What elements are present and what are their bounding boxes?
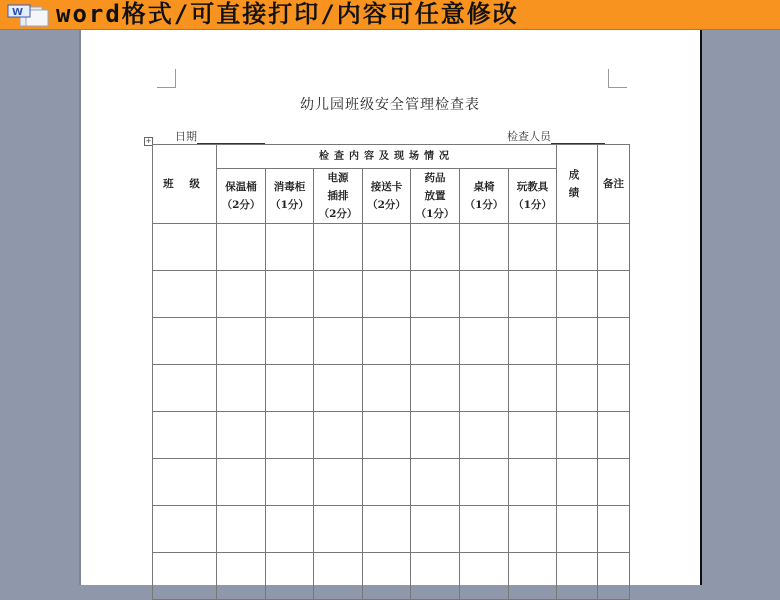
table-cell[interactable] [509, 318, 557, 365]
table-cell[interactable] [411, 271, 460, 318]
table-cell[interactable] [509, 506, 557, 553]
table-cell[interactable] [217, 506, 266, 553]
inspection-table [152, 144, 630, 600]
table-cell[interactable] [153, 318, 217, 365]
table-row [153, 271, 630, 318]
table-cell[interactable] [598, 553, 630, 600]
table-cell[interactable] [557, 506, 598, 553]
table-cell[interactable] [598, 271, 630, 318]
table-cell[interactable] [509, 553, 557, 600]
table-cell[interactable] [557, 553, 598, 600]
table-cell[interactable] [266, 271, 314, 318]
table-cell[interactable] [266, 459, 314, 506]
table-cell[interactable] [363, 365, 411, 412]
table-cell[interactable] [314, 553, 363, 600]
banner [0, 0, 780, 30]
date-field[interactable] [175, 128, 265, 144]
table-cell[interactable] [411, 506, 460, 553]
table-cell[interactable] [153, 412, 217, 459]
table-cell[interactable] [460, 224, 509, 271]
table-cell[interactable] [598, 365, 630, 412]
header-item: 电源 插排 （2分） [314, 169, 363, 224]
table-cell[interactable] [153, 271, 217, 318]
table-cell[interactable] [363, 412, 411, 459]
header-item: 保温桶 （2分） [217, 169, 266, 224]
table-row [153, 224, 630, 271]
table-cell[interactable] [411, 318, 460, 365]
table-cell[interactable] [266, 412, 314, 459]
table-cell[interactable] [266, 318, 314, 365]
table-cell[interactable] [411, 412, 460, 459]
inspector-blank[interactable] [551, 132, 605, 144]
table-cell[interactable] [363, 553, 411, 600]
table-cell[interactable] [363, 318, 411, 365]
table-cell[interactable] [363, 459, 411, 506]
table-cell[interactable] [557, 365, 598, 412]
date-blank[interactable] [197, 132, 265, 144]
table-cell[interactable] [598, 506, 630, 553]
table-cell[interactable] [153, 224, 217, 271]
header-inspection-group: 检查内容及现场情况 [217, 145, 557, 169]
header-item: 药品 放置 （1分） [411, 169, 460, 224]
table-cell[interactable] [217, 224, 266, 271]
table-cell[interactable] [266, 553, 314, 600]
table-row [153, 318, 630, 365]
header-item: 接送卡 （2分） [363, 169, 411, 224]
table-cell[interactable] [557, 459, 598, 506]
table-cell[interactable] [557, 224, 598, 271]
table-cell[interactable] [314, 224, 363, 271]
table-row [153, 365, 630, 412]
table-cell[interactable] [266, 506, 314, 553]
table-cell[interactable] [460, 365, 509, 412]
table-cell[interactable] [266, 365, 314, 412]
table-cell[interactable] [411, 224, 460, 271]
table-cell[interactable] [460, 506, 509, 553]
banner-title: word格式/可直接打印/内容可任意修改 [56, 0, 519, 28]
table-cell[interactable] [314, 506, 363, 553]
table-row [153, 459, 630, 506]
table-cell[interactable] [314, 459, 363, 506]
table-cell[interactable] [153, 459, 217, 506]
table-cell[interactable] [598, 459, 630, 506]
table-cell[interactable] [460, 553, 509, 600]
table-cell[interactable] [460, 318, 509, 365]
word-document-icon [6, 3, 50, 27]
table-body [153, 224, 630, 600]
date-label: 日期 [175, 130, 197, 143]
margin-corner-top-left [157, 69, 176, 88]
table-cell[interactable] [314, 365, 363, 412]
table-cell[interactable] [411, 459, 460, 506]
table-cell[interactable] [217, 271, 266, 318]
header-item: 玩教具 （1分） [509, 169, 557, 224]
table-row [153, 553, 630, 600]
table-cell[interactable] [411, 553, 460, 600]
header-class: 班 级 [153, 145, 217, 224]
table-cell[interactable] [460, 412, 509, 459]
table-cell[interactable] [557, 412, 598, 459]
table-cell[interactable] [460, 459, 509, 506]
table-cell[interactable] [217, 365, 266, 412]
table-cell[interactable] [314, 318, 363, 365]
table-cell[interactable] [363, 506, 411, 553]
margin-corner-top-right [608, 69, 627, 88]
table-cell[interactable] [266, 224, 314, 271]
table-cell[interactable] [217, 553, 266, 600]
table-cell[interactable] [509, 224, 557, 271]
header-note: 备注 [598, 145, 630, 224]
table-cell[interactable] [217, 412, 266, 459]
table-cell[interactable] [363, 271, 411, 318]
table-cell[interactable] [557, 318, 598, 365]
table-cell[interactable] [363, 224, 411, 271]
table-cell[interactable] [314, 271, 363, 318]
table-cell[interactable] [460, 271, 509, 318]
header-item: 桌椅 （1分） [460, 169, 509, 224]
inspector-field[interactable] [507, 128, 605, 144]
table-cell[interactable] [217, 318, 266, 365]
table-move-handle-icon[interactable]: + [145, 137, 152, 145]
table-cell[interactable] [598, 412, 630, 459]
header-item: 消毒柜 （1分） [266, 169, 314, 224]
table-cell[interactable] [509, 365, 557, 412]
table-cell[interactable] [217, 459, 266, 506]
table-cell[interactable] [509, 412, 557, 459]
table-cell[interactable] [598, 318, 630, 365]
inspector-label: 检查人员 [507, 130, 551, 143]
document-title: 幼儿园班级安全管理检查表 [300, 97, 480, 113]
table-row [153, 506, 630, 553]
table-cell[interactable] [411, 365, 460, 412]
header-result: 成 绩 [557, 145, 598, 224]
table-cell[interactable] [598, 224, 630, 271]
table-cell[interactable] [314, 412, 363, 459]
table-cell[interactable] [509, 459, 557, 506]
table-cell[interactable] [509, 271, 557, 318]
table-row [153, 412, 630, 459]
table-cell[interactable] [557, 271, 598, 318]
table-cell[interactable] [153, 365, 217, 412]
table-cell[interactable] [153, 553, 217, 600]
table-cell[interactable] [153, 506, 217, 553]
svg-text:W: W [12, 7, 24, 18]
